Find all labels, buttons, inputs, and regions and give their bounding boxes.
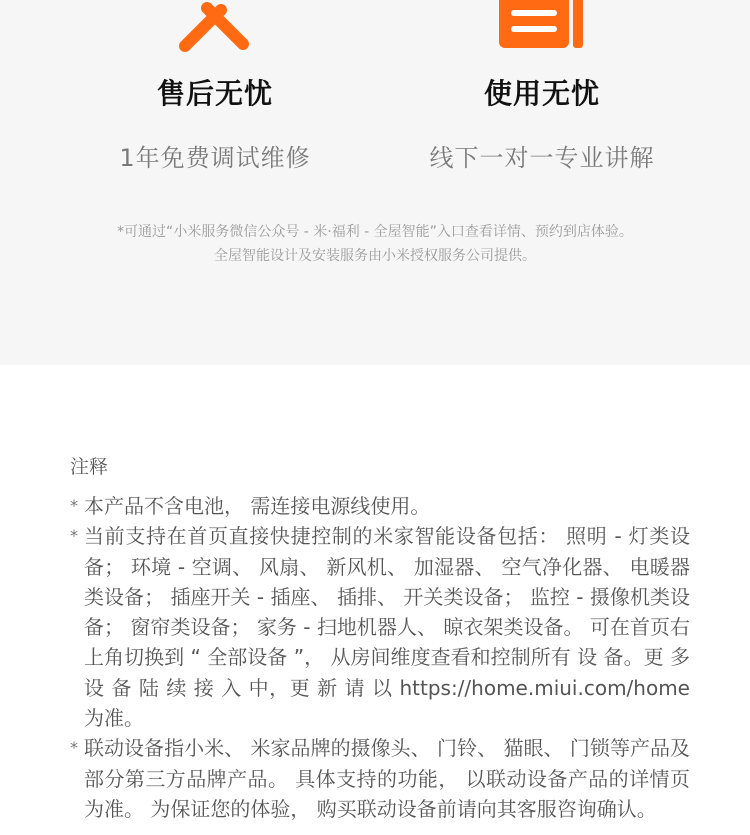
note-marker: *	[70, 526, 78, 546]
note-text: 本产品不含电池， 需连接电源线使用。	[84, 494, 431, 518]
feature-after-sales	[90, 0, 340, 173]
feature-title: 售后无忧	[156, 77, 273, 110]
wrench-spoon-icon	[175, 0, 255, 56]
document-icon	[497, 0, 587, 56]
note-item	[70, 491, 690, 521]
note-item	[70, 733, 690, 824]
note-marker: *	[70, 496, 78, 515]
service-footnote	[0, 220, 750, 268]
note-text: 当前支持在首页直接快捷控制的米家智能设备包括： 照明 - 灯类设备； 环境 - 空调、 风扇、 新风机、 加湿器、 空气净化器、 电暖器类设备； 插座开关 - 插座、 插排、 开关类设备； 监控 - 摄像机类设备； 窗帘类设备； 家务 - 扫地机器人、 晾衣架类设备。 可在首页右上角切换到 “ 全部设备 ”， 从房间维度查看和控制所有 设 备。更 多 设 备 陆 续 接 入 中，更 新 请 以 https://home.miui.com/home 为准。	[84, 524, 690, 731]
footnote-line: *可通过“小米服务微信公众号 - 米·福利 - 全屋智能”入口查看详情、预约到店体验。	[117, 224, 633, 240]
feature-subtitle: 1年免费调试维修	[119, 144, 311, 172]
feature-usage	[417, 0, 667, 173]
feature-icon-wrap	[417, 0, 667, 70]
notes-heading: 注释	[70, 456, 109, 478]
feature-icon-wrap	[90, 0, 340, 70]
notes-section	[70, 452, 690, 824]
feature-subtitle: 线下一对一专业讲解	[429, 144, 655, 172]
note-text: 联动设备指小米、 米家品牌的摄像头、 门铃、 猫眼、 门锁等产品及部分第三方品牌产品。 具体支持的功能， 以联动设备产品的详情页为准。 为保证您的体验， 购买联动设备前请向其客服咨询确认。	[84, 736, 690, 821]
feature-title: 使用无忧	[483, 77, 600, 110]
note-item	[70, 521, 690, 733]
note-marker: *	[70, 738, 78, 758]
service-section	[0, 0, 750, 365]
footnote-line: 全屋智能设计及安装服务由小米授权服务公司提供。	[214, 248, 536, 264]
